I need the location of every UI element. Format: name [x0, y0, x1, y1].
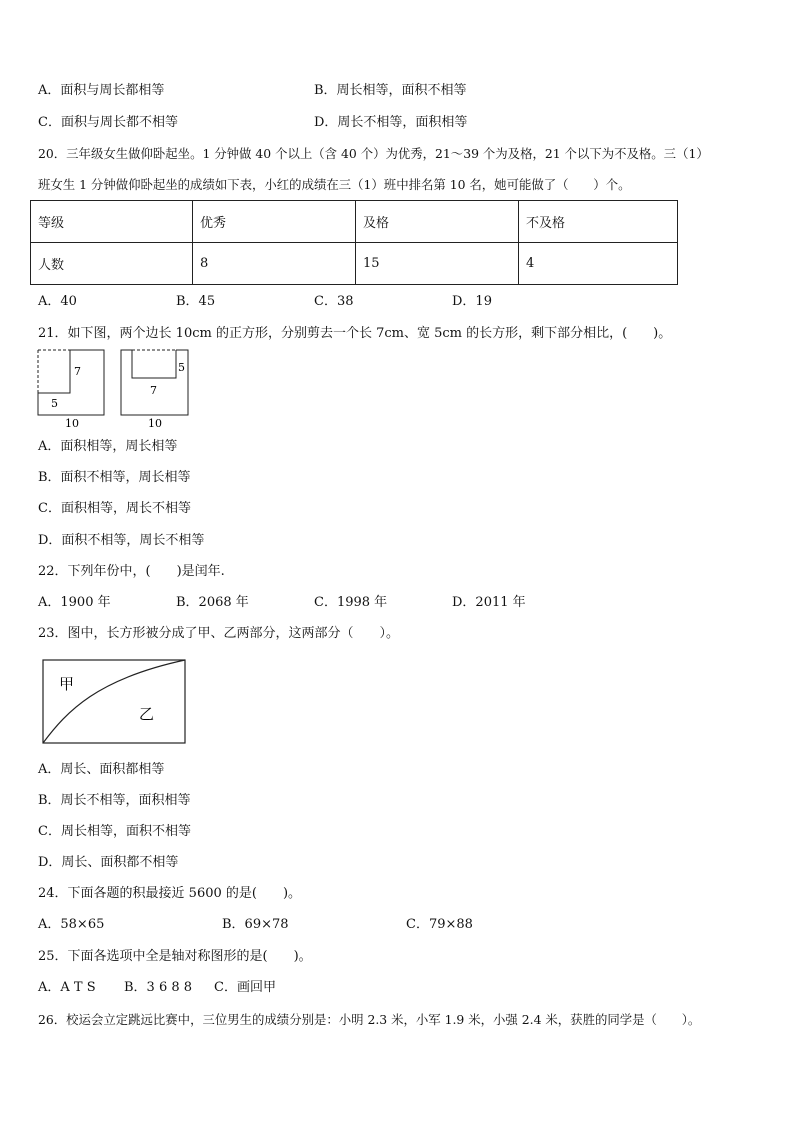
region-a-label: 甲 — [59, 675, 75, 693]
table-row — [31, 201, 678, 243]
label-10: 10 — [148, 417, 162, 430]
q25-option-a: A．A T S — [38, 980, 96, 995]
q23-option-d: D．周长、面积都不相等 — [38, 855, 179, 870]
q21-option-b: B．面积不相等，周长相等 — [38, 470, 191, 485]
q23-option-a: A．周长、面积都相等 — [38, 762, 165, 777]
table-cell: 等级 — [31, 201, 193, 243]
q20-grade-table — [30, 200, 678, 285]
label-10: 10 — [65, 417, 79, 430]
q24-stem: 24．下面各题的积最接近 5600 的是( )。 — [38, 886, 302, 901]
remaining-shape — [121, 350, 188, 415]
table-row — [31, 243, 678, 285]
table-cell: 人数 — [31, 243, 193, 285]
remaining-shape — [38, 350, 104, 415]
q21-option-a: A．面积相等，周长相等 — [38, 439, 178, 454]
q20-option-c: C．38 — [314, 294, 354, 309]
q22-option-a: A．1900 年 — [38, 595, 111, 610]
q20-option-a: A．40 — [38, 294, 77, 309]
table-cell: 4 — [519, 243, 678, 285]
q23-option-b: B．周长不相等，面积相等 — [38, 793, 191, 808]
q21-left-square — [38, 350, 104, 430]
q19-option-a: A．面积与周长都相等 — [38, 83, 165, 98]
q21-option-d: D．面积不相等，周长不相等 — [38, 533, 205, 548]
label-7: 7 — [150, 384, 157, 397]
rectangle — [43, 660, 185, 743]
q21-stem: 21．如下图，两个边长 10cm 的正方形，分别剪去一个长 7cm、宽 5cm 的长方形，剩下部分相比，( )。 — [38, 326, 672, 341]
q24-option-b: B．69×78 — [222, 917, 289, 932]
q21-right-square — [121, 350, 188, 430]
dividing-curve — [43, 660, 185, 743]
q19-option-b: B．周长相等，面积不相等 — [314, 83, 467, 98]
q22-option-b: B．2068 年 — [176, 595, 249, 610]
q26-stem: 26．校运会立定跳远比赛中，三位男生的成绩分别是：小明 2.3 米，小军 1.9 米，小强 2.4 米，获胜的同学是（ ）。 — [38, 1012, 701, 1027]
table-cell: 优秀 — [193, 201, 356, 243]
label-5: 5 — [178, 361, 185, 374]
q25-option-b: B．3 6 8 8 — [124, 980, 193, 995]
table-cell: 8 — [193, 243, 356, 285]
q21-option-c: C．面积相等，周长不相等 — [38, 501, 191, 516]
q20-stem-line2: 班女生 1 分钟做仰卧起坐的成绩如下表，小红的成绩在三（1）班中排名第 10 名，她可能做了（ ）个。 — [38, 177, 631, 192]
q25-option-c: C．画回甲 — [214, 980, 276, 995]
q19-option-d: D．周长不相等，面积相等 — [314, 115, 468, 130]
q22-stem: 22．下列年份中，( )是闰年. — [38, 564, 225, 579]
q20-stem-line1: 20．三年级女生做仰卧起坐。1 分钟做 40 个以上（含 40 个）为优秀，21～39 个为及格，21 个以下为不及格。三（1） — [38, 146, 709, 161]
table-cell: 不及格 — [519, 201, 678, 243]
q23-stem: 23．图中，长方形被分成了甲、乙两部分，这两部分（ ）。 — [38, 626, 400, 641]
q22-option-c: C．1998 年 — [314, 595, 388, 610]
q21-figure — [30, 345, 200, 430]
q24-option-a: A．58×65 — [38, 917, 105, 932]
q19-option-c: C．面积与周长都不相等 — [38, 115, 178, 130]
region-b-label: 乙 — [139, 705, 155, 723]
label-7: 7 — [74, 365, 81, 378]
q24-option-c: C．79×88 — [406, 917, 473, 932]
q23-option-c: C．周长相等，面积不相等 — [38, 824, 191, 839]
q23-figure — [42, 659, 188, 746]
q25-stem: 25．下面各选项中全是轴对称图形的是( )。 — [38, 949, 312, 964]
table-cell: 15 — [356, 243, 519, 285]
q20-option-b: B．45 — [176, 294, 216, 309]
label-5: 5 — [51, 397, 58, 410]
q22-option-d: D．2011 年 — [452, 595, 526, 610]
q20-option-d: D．19 — [452, 294, 492, 309]
table-cell: 及格 — [356, 201, 519, 243]
